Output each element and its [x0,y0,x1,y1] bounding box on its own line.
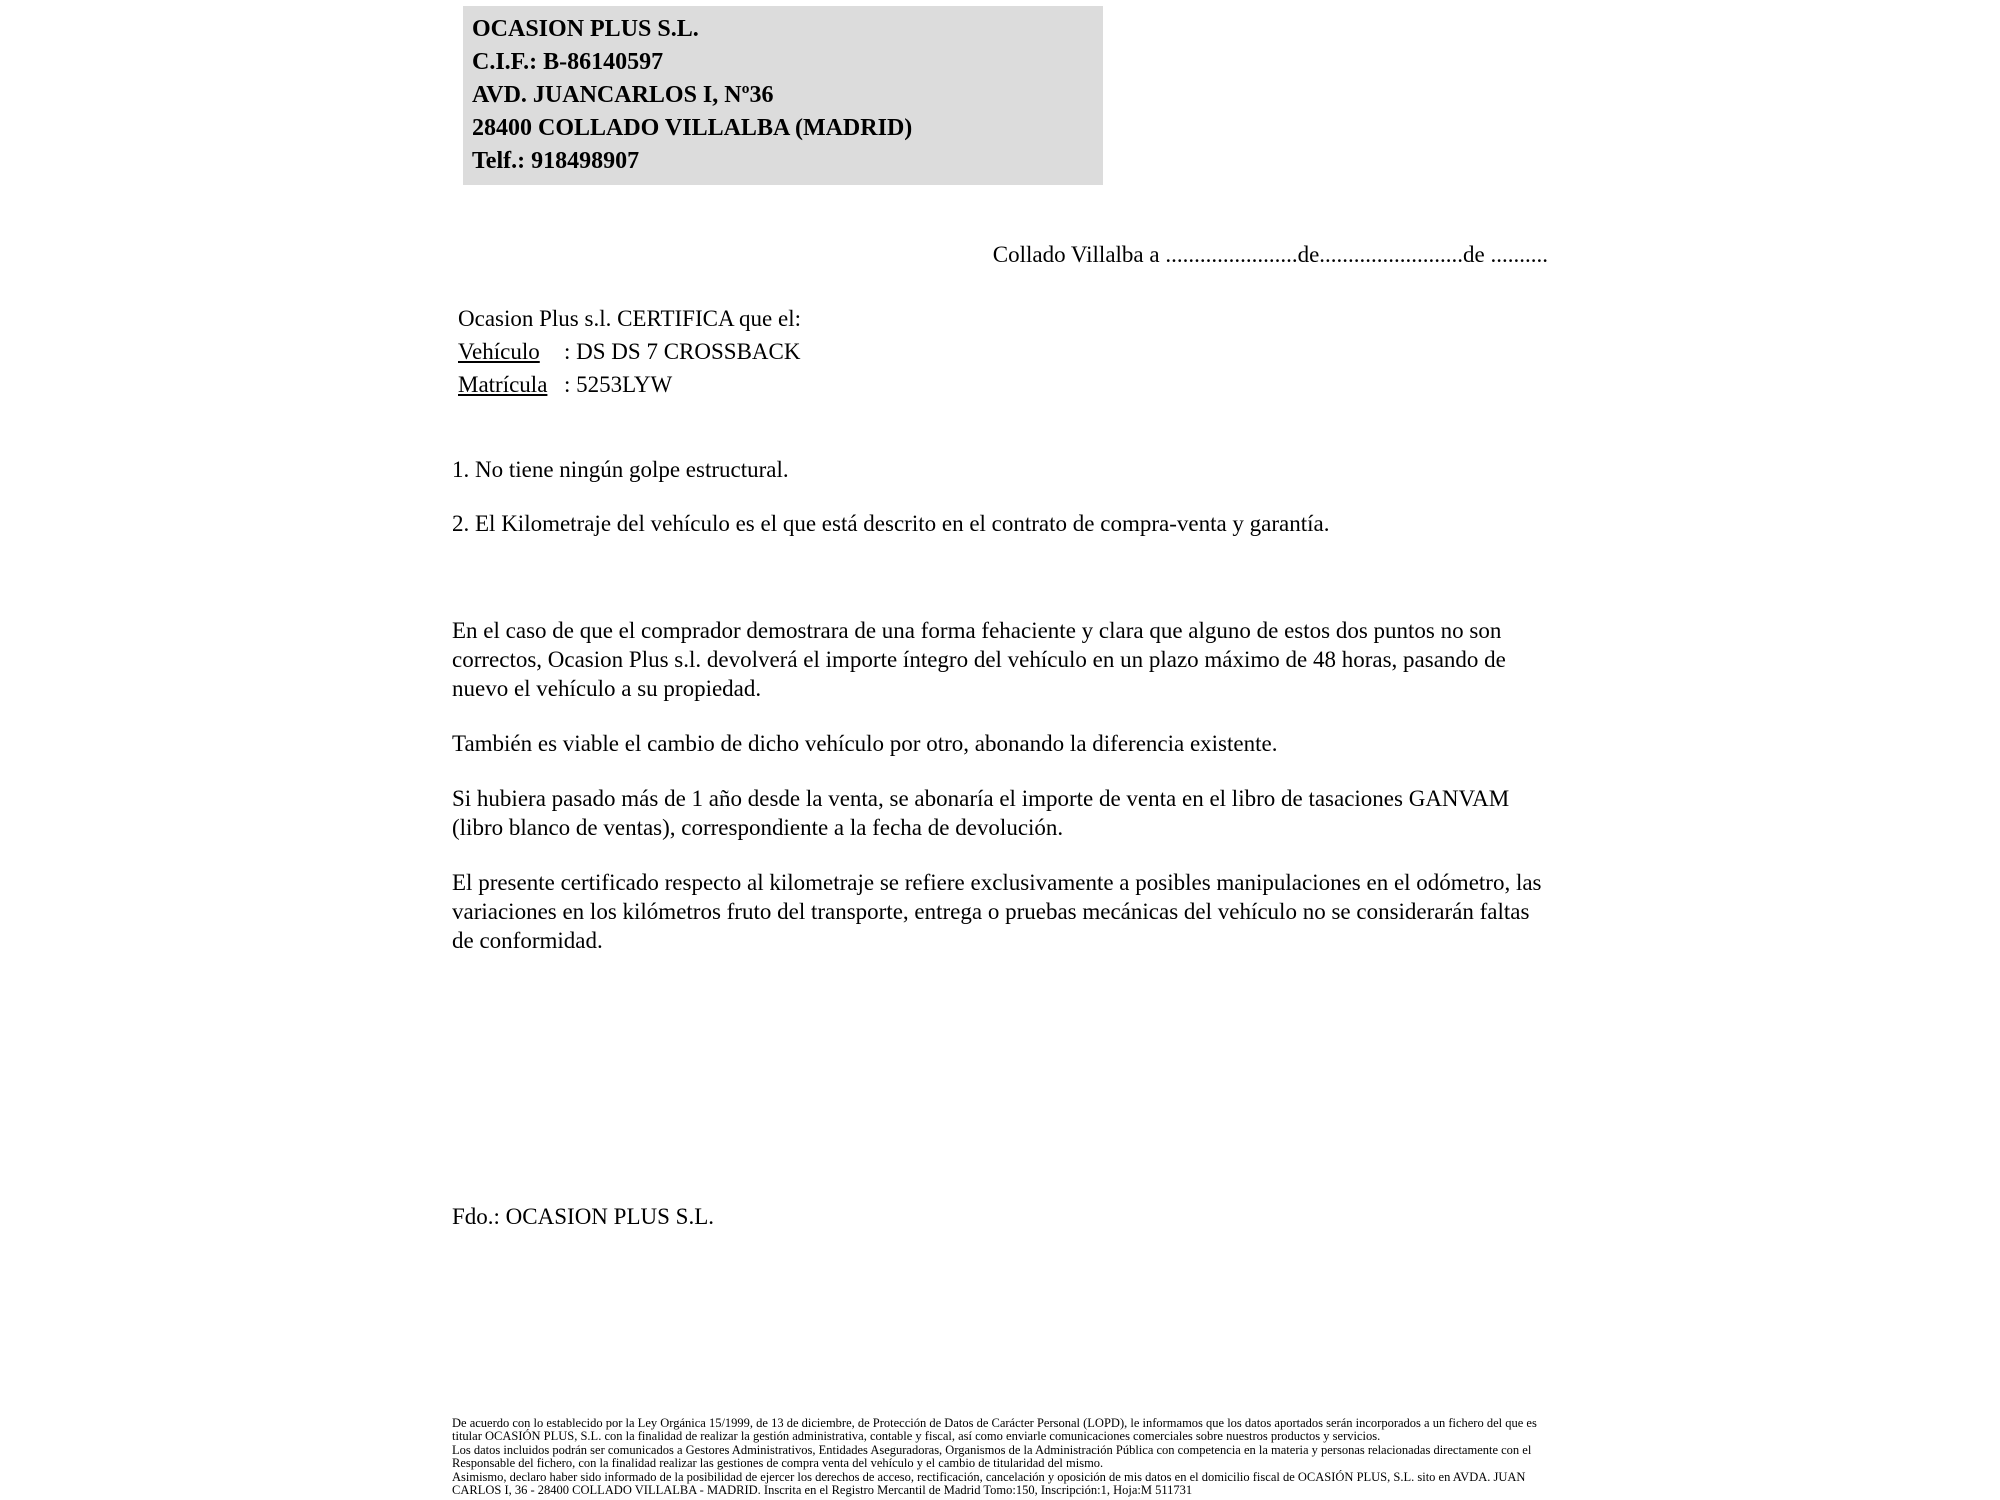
vehicle-value: : DS DS 7 CROSSBACK [564,339,801,364]
ganvam-paragraph: Si hubiera pasado más de 1 año desde la venta, se abonaría el importe de venta en el libro de tasaciones GANVAM (libro blanco de ventas), correspondiente a la fecha de devolución. [452,786,1510,840]
certified-points [452,455,1572,538]
vehicle-row [458,335,801,368]
company-address: AVD. JUANCARLOS I, Nº36 [472,82,774,108]
data-sharing-paragraph: Los datos incluidos podrán ser comunicados a Gestores Administrativos, Entidades Aseguradoras, Organismos de la Administración Pública con competencia en la materia y personas relacionadas directamente con el Responsable del fichero, con la finalidad realizar las gestiones de compra venta del vehículo y el cambio de titularidad del mismo. [452,1442,1532,1471]
plate-label: Matrícula [458,372,548,397]
lopd-paragraph: De acuerdo con lo establecido por la Ley Orgánica 15/1999, de 13 de diciembre, de Protección de Datos de Carácter Personal (LOPD), le informamos que los datos aportados serán incorporados a un fichero del que es titular OCASIÓN PLUS, S.L. con la finalidad de realizar la gestión administrativa, contable y fiscal, así como enviarle comunicaciones comerciales sobre nuestros productos y servicios. [452,1416,1537,1444]
date-line: Collado Villalba a .......................de.........................de .......... [992,242,1548,267]
condition-point-1: 1. No tiene ningún golpe estructural. [452,457,789,482]
refund-paragraph: En el caso de que el comprador demostrara de una forma fehaciente y clara que alguno de estos dos puntos no son correctos, Ocasion Plus s.l. devolverá el importe íntegro del vehículo en un plazo máximo de 48 horas, pasando de nuevo el vehículo a su propiedad. [452,618,1506,701]
company-city: 28400 COLLADO VILLALBA (MADRID) [472,115,913,141]
plate-row [458,368,801,401]
odometer-paragraph: El presente certificado respecto al kilometraje se refiere exclusivamente a posibles manipulaciones en el odómetro, las variaciones en los kilómetros fruto del transporte, entrega o pruebas mecánicas del vehículo no se considerarán faltas de conformidad. [452,870,1542,953]
certify-intro: Ocasion Plus s.l. CERTIFICA que el: [458,306,801,331]
exchange-paragraph: También es viable el cambio de dicho vehículo por otro, abonando la diferencia existente. [452,731,1278,756]
certify-section [458,302,801,401]
legal-footer [452,1417,1552,1497]
signature-line: Fdo.: OCASION PLUS S.L. [452,1204,714,1229]
company-name: OCASION PLUS S.L. [472,16,699,42]
company-letterhead-block [463,6,1103,185]
rights-paragraph: Asimismo, declaro haber sido informado de la posibilidad de ejercer los derechos de acceso, rectificación, cancelación y oposición de mis datos en el domicilio fiscal de OCASIÓN PLUS, S.L. sito en AVDA. JUAN CARLOS I, 36 - 28400 COLLADO VILLALBA - MADRID. Inscrita en el Registro Mercantil de Madrid Tomo:150, Inscripción:1, Hoja:M 511731 [452,1469,1526,1498]
vehicle-label: Vehículo [458,339,540,364]
condition-point-2: 2. El Kilometraje del vehículo es el que está descrito en el contrato de compra-venta y garantía. [452,511,1330,536]
plate-value: : 5253LYW [564,372,673,397]
body-text [452,616,1548,981]
company-cif: C.I.F.: B-86140597 [472,49,664,75]
company-phone: Telf.: 918498907 [472,148,640,174]
